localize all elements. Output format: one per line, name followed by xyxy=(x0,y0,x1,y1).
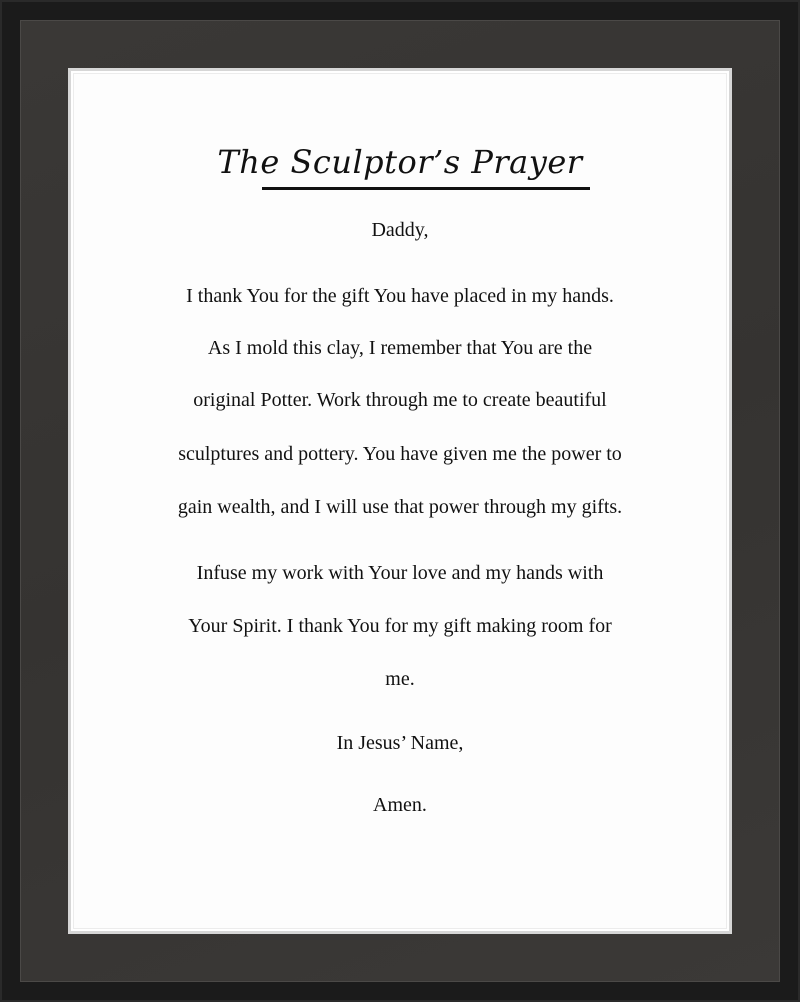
prayer-line: original Potter. Work through me to create beautiful xyxy=(193,389,607,411)
prayer-title: The Sculptor’s Prayer xyxy=(217,143,583,181)
prayer-line: Infuse my work with Your love and my hands with xyxy=(196,562,604,584)
prayer-line: gain wealth, and I will use that power through my gifts. xyxy=(177,496,623,518)
title-underline xyxy=(262,187,590,190)
prayer-line: me. xyxy=(385,668,415,690)
closing-line: In Jesus’ Name, xyxy=(336,732,464,754)
prayer-line: As I mold this clay, I remember that You are the xyxy=(207,337,593,359)
amen-line: Amen. xyxy=(373,794,427,816)
prayer-line: sculptures and pottery. You have given me the power to xyxy=(178,443,622,465)
prayer-line: Your Spirit. I thank You for my gift making room for xyxy=(188,615,612,637)
prayer-line: I thank You for the gift You have placed in my hands. xyxy=(186,285,614,307)
salutation: Daddy, xyxy=(371,219,429,241)
